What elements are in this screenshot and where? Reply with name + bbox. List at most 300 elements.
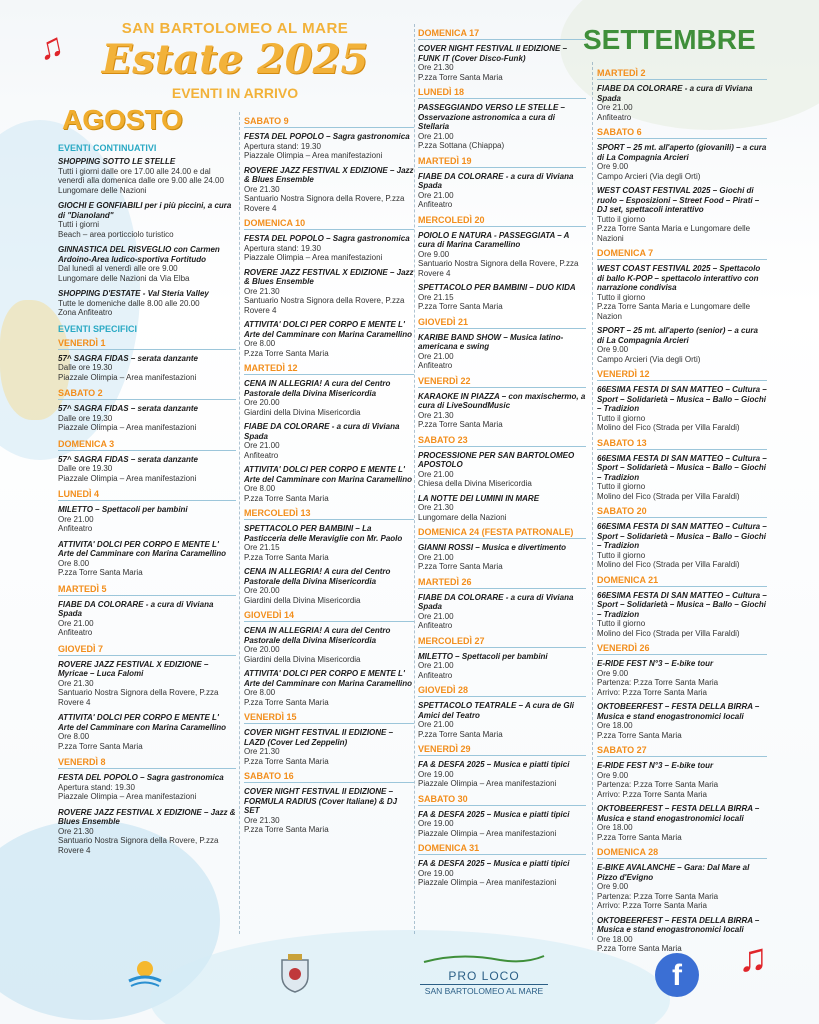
event-title: MILETTO – Spettacoli per bambini	[58, 505, 188, 514]
event-detail: Ore 21.00	[418, 131, 454, 141]
town-name: SAN BARTOLOMEO AL MARE	[121, 20, 349, 37]
day-heading: SABATO 30	[418, 794, 586, 806]
day-heading: SABATO 20	[597, 506, 767, 518]
event-detail: Ore 21.00	[418, 661, 454, 670]
day-heading: GIOVEDÌ 28	[418, 685, 586, 697]
event-detail: Tutto il giorno	[597, 619, 646, 628]
event-detail: Ore 8.00	[244, 339, 276, 348]
section-heading-continuativi: EVENTI CONTINUATIVI	[58, 143, 157, 153]
event-title: FIABE DA COLORARE - a cura di Viviana Spada	[418, 171, 574, 190]
event-item	[244, 422, 414, 460]
event-detail: Beach – area porticciolo turistico	[58, 229, 174, 239]
event-title: CENA IN ALLEGRIA! A cura del Centro Pastorale della Divina Misericordia	[244, 379, 391, 398]
settembre-column	[597, 64, 767, 959]
event-title: WEST COAST FESTIVAL 2025 – Spettacolo di ballo K-POP – spettacolo interattivo con narrazione condivisa	[597, 264, 761, 292]
event-detail: Tutto il giorno	[597, 482, 646, 491]
event-item	[597, 186, 767, 243]
day-heading: DOMENICA 3	[58, 439, 236, 451]
event-detail: Ore 21.00	[418, 611, 454, 621]
event-detail: Ore 9.00	[597, 162, 629, 171]
day-heading: SABATO 16	[244, 771, 414, 783]
event-title: COVER NIGHT FESTIVAL II EDIZIONE – FUNK IT (Cover Disco-Funk)	[418, 44, 568, 63]
day-heading: DOMENICA 17	[418, 28, 586, 40]
day-heading: SABATO 13	[597, 438, 767, 450]
proloco-logo	[420, 952, 548, 996]
event-detail: Ore 21.00	[418, 720, 454, 729]
event-item	[418, 760, 586, 789]
event-detail: Anfiteatro	[418, 670, 453, 680]
event-title: ATTIVITA' DOLCI PER CORPO E MENTE L' Arte del Camminare con Marina Caramellino	[244, 320, 413, 339]
event-title: ROVERE JAZZ FESTIVAL X EDIZIONE – Jazz & Blues Ensemble	[58, 807, 236, 826]
event-title: PROCESSIONE PER SAN BARTOLOMEO APOSTOLO	[418, 450, 575, 469]
event-item	[418, 494, 586, 523]
event-detail: Arrivo: P.zza Torre Santa Maria	[597, 687, 707, 697]
day-heading: DOMENICA 24 (FESTA PATRONALE)	[418, 527, 586, 539]
municipal-crest	[276, 952, 314, 994]
event-detail: Piazzale Olimpia – Area manifestazioni	[244, 253, 383, 262]
event-detail: Ore 9.00	[597, 668, 629, 678]
event-detail: Ore 21.30	[418, 503, 454, 512]
continuativi-list	[58, 157, 236, 318]
event-detail: Apertura stand: 19.30	[244, 141, 321, 151]
event-title: FIABE DA COLORARE - a cura di Viviana Spada	[597, 84, 753, 103]
event-item	[597, 804, 767, 842]
event-title: FIABE DA COLORARE - a cura di Viviana Spada	[58, 599, 214, 618]
day-heading: DOMENICA 21	[597, 575, 767, 587]
column-divider	[592, 62, 593, 940]
event-detail: Ore 21.00	[418, 469, 454, 479]
event-title: PASSEGGIANDO VERSO LE STELLE – Osservazione astronomica a cura di Stellaria	[418, 103, 565, 131]
event-detail: Tutte le domeniche dalle 8.00 alle 20.00	[58, 298, 200, 308]
event-item	[597, 591, 767, 639]
event-title: COVER NIGHT FESTIVAL II EDIZIONE – LAZD (Cover Led Zeppelin)	[244, 728, 394, 747]
event-detail: Chiesa della Divina Misericordia	[418, 479, 532, 488]
event-detail: Ore 20.00	[244, 398, 280, 407]
event-title: 66ESIMA FESTA DI SAN MATTEO – Cultura – Sport – Solidarietà – Musica – Ballo – Giochi – Tradizion	[597, 590, 767, 619]
event-detail: Ore 18.00	[597, 721, 633, 730]
event-detail: Ore 21.00	[58, 514, 94, 524]
music-notes-icon: ♫	[738, 936, 768, 980]
day-heading: VENERDÌ 26	[597, 643, 767, 655]
event-item	[597, 761, 767, 799]
event-detail: Ore 21.30	[244, 184, 280, 194]
event-detail: Piazzale Olimpia – Area manifestazioni	[58, 473, 197, 483]
section-heading-specifici: EVENTI SPECIFICI	[58, 323, 138, 334]
event-item	[418, 103, 586, 151]
event-detail: Lungomare delle Nazioni da Via Elba	[58, 273, 190, 283]
event-detail: Zona Anfiteatro	[58, 308, 113, 317]
event-detail: Santuario Nostra Signora della Rovere, P.zza Rovere 4	[58, 836, 219, 855]
event-detail: Ore 19.00	[418, 769, 454, 779]
event-detail: Piazzale Olimpia – Area manifestazioni	[58, 792, 197, 801]
event-detail: Ore 19.00	[418, 868, 454, 878]
poster-title: Estate 2025	[101, 36, 369, 83]
event-item	[244, 320, 414, 358]
event-detail: Ore 8.00	[58, 558, 90, 568]
event-detail: Anfiteatro	[58, 628, 93, 637]
event-item	[58, 600, 236, 638]
day-heading: VENERDÌ 1	[58, 338, 236, 350]
day-heading: MARTEDÌ 12	[244, 363, 414, 375]
event-detail: P.zza Torre Santa Maria	[244, 825, 329, 834]
event-detail: Ore 9.00	[597, 770, 629, 780]
day-heading: MERCOLEDÌ 27	[418, 636, 586, 648]
event-title: POIOLO E NATURA - PASSEGGIATA – A cura di Marina Caramellino	[418, 230, 570, 249]
event-title: KARAOKE IN PIAZZA – con maxischermo, a cura di LiveSoundMusic	[418, 391, 586, 410]
day-heading: SABATO 2	[58, 388, 236, 400]
event-detail: Dalle ore 19.30	[58, 413, 113, 423]
event-item	[597, 264, 767, 321]
event-detail: Ore 21.30	[418, 410, 454, 420]
event-detail: P.zza Torre Santa Maria	[244, 697, 329, 707]
event-title: SHOPPING D'ESTATE - Val Steria Valley	[58, 289, 209, 298]
event-detail: Molino del Fico (Strada per Villa Faraldi)	[597, 491, 740, 501]
event-detail: P.zza Torre Santa Maria e Lungomare delle Nazion	[597, 302, 751, 321]
event-detail: P.zza Torre Santa Maria	[244, 756, 329, 766]
event-item	[244, 728, 414, 766]
event-detail: Ore 21.00	[418, 351, 454, 361]
event-item	[244, 787, 414, 835]
event-detail: Santuario Nostra Signora della Rovere, P.zza Rovere 4	[58, 688, 219, 707]
event-detail: Piazzale Olimpia – Area manifestazioni	[418, 878, 557, 887]
day-heading: VENERDÌ 22	[418, 376, 586, 388]
event-detail: Ore 21.00	[418, 190, 454, 200]
event-detail: P.zza Torre Santa Maria	[597, 730, 682, 740]
event-item	[244, 379, 414, 417]
event-title: WEST COAST FESTIVAL 2025 – Giochi di ruolo – Esposizioni – Street Food – Pirati – DJ set, spettacoli interattivo	[597, 186, 760, 214]
event-detail: Ore 21.30	[244, 747, 280, 756]
event-detail: Campo Arcieri (Via degli Orti)	[597, 171, 701, 181]
event-item	[58, 354, 236, 383]
event-item	[58, 540, 236, 578]
event-title: 66ESIMA FESTA DI SAN MATTEO – Cultura – Sport – Solidarietà – Musica – Ballo – Giochi – Tradizion	[597, 522, 767, 550]
event-item	[418, 543, 586, 572]
event-item	[597, 522, 767, 570]
event-item	[597, 863, 767, 911]
event-item	[597, 702, 767, 740]
event-item	[597, 916, 767, 954]
event-item	[244, 524, 414, 562]
background-wave	[150, 930, 670, 1024]
event-title: SPETTACOLO PER BAMBINI – La Pasticceria delle Meraviglie con Mr. Paolo	[244, 524, 403, 543]
event-item	[58, 660, 236, 708]
day-heading: SABATO 23	[418, 435, 586, 447]
event-detail: Ore 20.00	[244, 645, 280, 654]
event-item	[418, 810, 586, 839]
event-item	[58, 773, 236, 802]
proloco-wave-icon	[420, 952, 548, 966]
event-title: 57^ SAGRA FIDAS – serata danzante	[58, 454, 198, 464]
event-item	[244, 268, 414, 316]
music-notes-icon: ♫	[34, 25, 68, 69]
agosto-column-3	[418, 24, 586, 893]
day-heading: GIOVEDÌ 7	[58, 644, 236, 656]
event-detail: Arrivo: P.zza Torre Santa Maria	[597, 901, 707, 910]
event-detail: Tutti i giorni dalle ore 17.00 alle 24.00 e dal venerdì alla domenica dalle ore 9.00 alle 24.00	[58, 166, 224, 185]
day-heading: MERCOLEDÌ 20	[418, 215, 586, 227]
event-detail: Lungomare delle Nazioni	[58, 185, 147, 195]
event-title: OKTOBEERFEST – FESTA DELLA BIRRA – Musica e stand enogastronomici locali	[597, 804, 760, 823]
event-detail: Ore 8.00	[244, 484, 276, 493]
day-heading: DOMENICA 7	[597, 248, 767, 260]
event-detail: Ore 19.00	[418, 819, 454, 828]
event-detail: Ore 21.15	[244, 543, 280, 552]
event-detail: Piazzale Olimpia – Area manifestazioni	[58, 372, 197, 382]
event-title: KARIBE BAND SHOW – Musica latino-americana e swing	[418, 332, 564, 351]
event-title: COVER NIGHT FESTIVAL II EDIZIONE – FORMULA RADIUS (Cover Italiane) & DJ SET	[244, 787, 398, 815]
event-item	[418, 231, 586, 279]
facebook-icon[interactable]: f	[655, 953, 699, 997]
column-divider	[239, 112, 240, 934]
event-detail: Ore 21.30	[58, 678, 94, 688]
event-title: 57^ SAGRA FIDAS – serata danzante	[58, 404, 198, 413]
event-title: CENA IN ALLEGRIA! A cura del Centro Pastorale della Divina Misericordia	[244, 567, 391, 586]
column-divider	[414, 24, 415, 934]
event-item	[244, 234, 414, 263]
event-detail: P.zza Torre Santa Maria	[418, 302, 503, 311]
event-item	[597, 659, 767, 697]
day-heading: MARTEDÌ 19	[418, 156, 586, 168]
event-detail: P.zza Torre Santa Maria	[597, 944, 682, 953]
event-detail: P.zza Torre Santa Maria	[244, 348, 329, 358]
event-item	[244, 132, 414, 161]
event-detail: Molino del Fico (Strada per Villa Faraldi)	[597, 423, 740, 432]
event-item	[597, 143, 767, 181]
event-detail: P.zza Torre Santa Maria	[244, 552, 329, 562]
event-item	[58, 505, 236, 534]
event-title: ATTIVITA' DOLCI PER CORPO E MENTE L' Arte del Camminare con Marina Caramellino	[58, 539, 227, 558]
event-detail: Ore 8.00	[58, 732, 90, 741]
event-detail: P.zza Torre Santa Maria	[58, 741, 143, 751]
event-detail: Dal lunedì al venerdì alle ore 9.00	[58, 264, 178, 273]
day-heading: LUNEDÌ 18	[418, 87, 586, 99]
day-heading: GIOVEDÌ 14	[244, 610, 414, 622]
event-title: E-BIKE AVALANCHE – Gara: Dal Mare al Pizzo d'Evigno	[597, 863, 750, 882]
event-item	[58, 808, 236, 856]
event-detail: Molino del Fico (Strada per Villa Faraldi)	[597, 560, 740, 569]
event-detail: P.zza Torre Santa Maria	[418, 72, 503, 82]
event-detail: P.zza Torre Santa Maria	[244, 493, 329, 503]
event-detail: Ore 21.30	[244, 286, 280, 296]
event-title: FA & DESFA 2025 – Musica e piatti tipici	[418, 760, 570, 769]
event-detail: P.zza Torre Santa Maria	[418, 729, 503, 739]
event-detail: Giardini della Divina Misericordia	[244, 654, 361, 664]
event-detail: Tutti i giorni	[58, 220, 100, 229]
event-detail: Apertura stand: 19.30	[58, 782, 135, 792]
event-item	[58, 157, 236, 195]
event-item	[418, 172, 586, 210]
san-bartolomeo-logo	[125, 955, 165, 991]
event-item	[418, 701, 586, 739]
event-item	[244, 626, 414, 664]
day-heading: MARTEDÌ 26	[418, 577, 586, 589]
event-title: FESTA DEL POPOLO – Sagra gastronomica	[58, 773, 224, 782]
event-title: FIABE DA COLORARE - a cura di Viviana Spada	[418, 592, 574, 611]
event-title: 66ESIMA FESTA DI SAN MATTEO – Cultura – Sport – Solidarietà – Musica – Ballo – Giochi – Tradizion	[597, 453, 767, 482]
event-item	[244, 669, 414, 707]
event-title: FESTA DEL POPOLO – Sagra gastronomica	[244, 234, 410, 243]
event-detail: Tutto il giorno	[597, 550, 646, 560]
event-detail: Ore 9.00	[418, 249, 450, 259]
event-detail: Ore 20.00	[244, 586, 280, 595]
event-detail: Anfiteatro	[418, 200, 453, 209]
event-detail: Ore 21.30	[244, 815, 280, 825]
event-title: OKTOBEERFEST – FESTA DELLA BIRRA – Musica e stand enogastronomici locali	[597, 915, 760, 934]
event-detail: Ore 21.00	[418, 552, 454, 562]
event-item	[244, 567, 414, 605]
poster-subtitle: EVENTI IN ARRIVO	[171, 85, 299, 101]
day-heading: VENERDÌ 29	[418, 744, 586, 756]
event-detail: Apertura stand: 19.30	[244, 243, 321, 253]
event-title: FA & DESFA 2025 – Musica e piatti tipici	[418, 809, 570, 819]
day-heading: MERCOLEDÌ 13	[244, 508, 414, 520]
event-item	[58, 455, 236, 484]
event-detail: Giardini della Divina Misericordia	[244, 407, 361, 417]
event-detail: Piazzale Olimpia – Area manifestazioni	[58, 423, 197, 432]
day-heading: MARTEDÌ 5	[58, 584, 236, 596]
event-detail: Ore 8.00	[244, 688, 276, 697]
day-heading: SABATO 9	[244, 116, 414, 128]
event-detail: Ore 9.00	[597, 345, 629, 354]
event-item	[418, 333, 586, 371]
day-heading: GIOVEDÌ 21	[418, 317, 586, 329]
day-heading: DOMENICA 28	[597, 847, 767, 859]
event-item	[58, 404, 236, 433]
event-detail: Ore 21.30	[58, 826, 94, 836]
event-detail: Santuario Nostra Signora della Rovere, P.zza Rovere 4	[418, 259, 579, 278]
event-detail: Ore 21.00	[244, 441, 280, 450]
event-title: ROVERE JAZZ FESTIVAL X EDIZIONE – Myricae – Luca Falomi	[58, 659, 209, 678]
event-item	[597, 84, 767, 122]
day-heading: DOMENICA 31	[418, 843, 586, 855]
event-detail: Arrivo: P.zza Torre Santa Maria	[597, 789, 707, 799]
event-item	[597, 385, 767, 433]
month-heading-agosto: AGOSTO	[62, 104, 183, 135]
event-detail: Campo Arcieri (Via degli Orti)	[597, 354, 701, 364]
proloco-town: SAN BARTOLOMEO AL MARE	[420, 984, 548, 996]
event-detail: Anfiteatro	[418, 621, 453, 630]
event-detail: Anfiteatro	[244, 450, 279, 460]
day-heading: LUNEDÌ 4	[58, 489, 236, 501]
event-detail: Ore 21.15	[418, 292, 454, 302]
event-title: ATTIVITA' DOLCI PER CORPO E MENTE L' Arte del Camminare con Marina Caramellino	[58, 713, 227, 732]
event-title: 66ESIMA FESTA DI SAN MATTEO – Cultura – Sport – Solidarietà – Musica – Ballo – Giochi – Tradizion	[597, 385, 767, 413]
event-title: SPORT – 25 mt. all'aperto (giovanili) – a cura di La Compagnia Arcieri	[597, 143, 767, 162]
event-title: GIANNI ROSSI – Musica e divertimento	[418, 543, 567, 552]
event-detail: Tutto il giorno	[597, 413, 646, 423]
event-item	[597, 326, 767, 364]
event-title: ROVERE JAZZ FESTIVAL X EDIZIONE – Jazz & Blues Ensemble	[244, 165, 414, 184]
event-detail: Lungomare della Nazioni	[418, 512, 507, 522]
event-detail: Ore 9.00	[597, 882, 629, 891]
event-detail: Piazzale Olimpia – Area manifestazioni	[418, 779, 557, 788]
event-title: MILETTO – Spettacoli per bambini	[418, 651, 548, 661]
event-detail: Anfiteatro	[597, 112, 632, 122]
event-detail: Partenza: P.zza Torre Santa Maria	[597, 678, 719, 687]
event-title: GINNASTICA DEL RISVEGLIO con Carmen Ardoino-Area ludico-sportiva Fortitudo	[58, 245, 220, 264]
event-detail: Anfiteatro	[58, 524, 93, 533]
event-title: SPETTACOLO TEATRALE – A cura de Gli Amici del Teatro	[418, 701, 575, 720]
event-item	[244, 465, 414, 503]
event-item	[418, 44, 586, 82]
event-item	[597, 454, 767, 502]
event-title: OKTOBEERFEST – FESTA DELLA BIRRA – Musica e stand enogastronomici locali	[597, 702, 760, 721]
event-item	[418, 451, 586, 489]
event-detail: Giardini della Divina Misericordia	[244, 595, 361, 605]
month-heading-settembre: SETTEMBRE	[583, 24, 756, 55]
event-detail: Anfiteatro	[418, 361, 453, 370]
event-detail: P.zza Sottana (Chiappa)	[418, 141, 505, 150]
event-title: GIOCHI E GONFIABILI per i più piccini, a cura di "Dianoland"	[58, 201, 232, 220]
day-heading: VENERDÌ 15	[244, 712, 414, 724]
event-detail: Ore 21.00	[58, 618, 94, 628]
event-detail: Molino del Fico (Strada per Villa Faraldi)	[597, 628, 740, 638]
day-heading: VENERDÌ 12	[597, 369, 767, 381]
event-title: SPETTACOLO PER BAMBINI – DUO KIDA	[418, 283, 576, 292]
event-title: LA NOTTE DEI LUMINI IN MARE	[418, 493, 540, 503]
event-item	[418, 283, 586, 312]
day-heading: SABATO 6	[597, 127, 767, 139]
event-detail: Ore 21.00	[597, 103, 633, 112]
event-title: ATTIVITA' DOLCI PER CORPO E MENTE L' Arte del Camminare con Marina Caramellino	[244, 465, 413, 484]
event-item	[58, 201, 236, 239]
event-detail: P.zza Torre Santa Maria e Lungomare delle Nazioni	[597, 224, 751, 243]
event-item	[58, 713, 236, 751]
day-heading: VENERDÌ 8	[58, 757, 236, 769]
event-detail: Partenza: P.zza Torre Santa Maria	[597, 780, 719, 789]
event-title: FESTA DEL POPOLO – Sagra gastronomica	[244, 132, 410, 141]
event-item	[58, 289, 236, 318]
event-item	[244, 166, 414, 214]
event-item	[418, 859, 586, 888]
event-detail: Piazzale Olimpia – Area manifestazioni	[418, 828, 557, 838]
agosto-column-2	[244, 112, 414, 840]
event-detail: Santuario Nostra Signora della Rovere, P.zza Rovere 4	[244, 194, 405, 213]
event-detail: Dalle ore 19.30	[58, 363, 113, 372]
event-detail: Ore 18.00	[597, 823, 633, 832]
event-title: ATTIVITA' DOLCI PER CORPO E MENTE L' Arte del Camminare con Marina Caramellino	[244, 669, 413, 688]
day-heading: MARTEDÌ 2	[597, 68, 767, 80]
event-title: 57^ SAGRA FIDAS – serata danzante	[58, 353, 198, 363]
event-detail: Dalle ore 19.30	[58, 464, 113, 473]
event-title: FA & DESFA 2025 – Musica e piatti tipici	[418, 859, 570, 868]
event-title: SHOPPING SOTTO LE STELLE	[58, 157, 176, 166]
event-item	[58, 245, 236, 283]
event-detail: P.zza Torre Santa Maria	[597, 832, 682, 842]
day-heading: DOMENICA 10	[244, 218, 414, 230]
event-detail: Ore 18.00	[597, 934, 633, 944]
day-heading: SABATO 27	[597, 745, 767, 757]
specifici-list	[58, 338, 236, 856]
event-detail: P.zza Torre Santa Maria	[418, 562, 503, 571]
agosto-column-1	[58, 140, 236, 861]
event-detail: P.zza Torre Santa Maria	[58, 568, 143, 577]
event-title: ROVERE JAZZ FESTIVAL X EDIZIONE – Jazz & Blues Ensemble	[244, 267, 414, 286]
event-detail: Ore 21.30	[418, 63, 454, 72]
event-title: SPORT – 25 mt. all'aperto (senior) – a cura di La Compagnia Arcieri	[597, 326, 758, 345]
event-detail: Piazzale Olimpia – Area manifestazioni	[244, 151, 383, 160]
event-detail: Partenza: P.zza Torre Santa Maria	[597, 891, 719, 901]
event-title: FIABE DA COLORARE - a cura di Viviana Spada	[244, 422, 400, 441]
event-detail: Santuario Nostra Signora della Rovere, P.zza Rovere 4	[244, 296, 405, 315]
event-item	[418, 593, 586, 631]
event-title: E-RIDE FEST N°3 – E-bike tour	[597, 659, 714, 668]
event-detail: Tutto il giorno	[597, 292, 646, 302]
proloco-name: PRO LOCO	[448, 969, 520, 983]
event-title: CENA IN ALLEGRIA! A cura del Centro Pastorale della Divina Misericordia	[244, 626, 391, 645]
event-title: E-RIDE FEST N°3 – E-bike tour	[597, 761, 714, 770]
event-detail: Tutto il giorno	[597, 214, 646, 224]
